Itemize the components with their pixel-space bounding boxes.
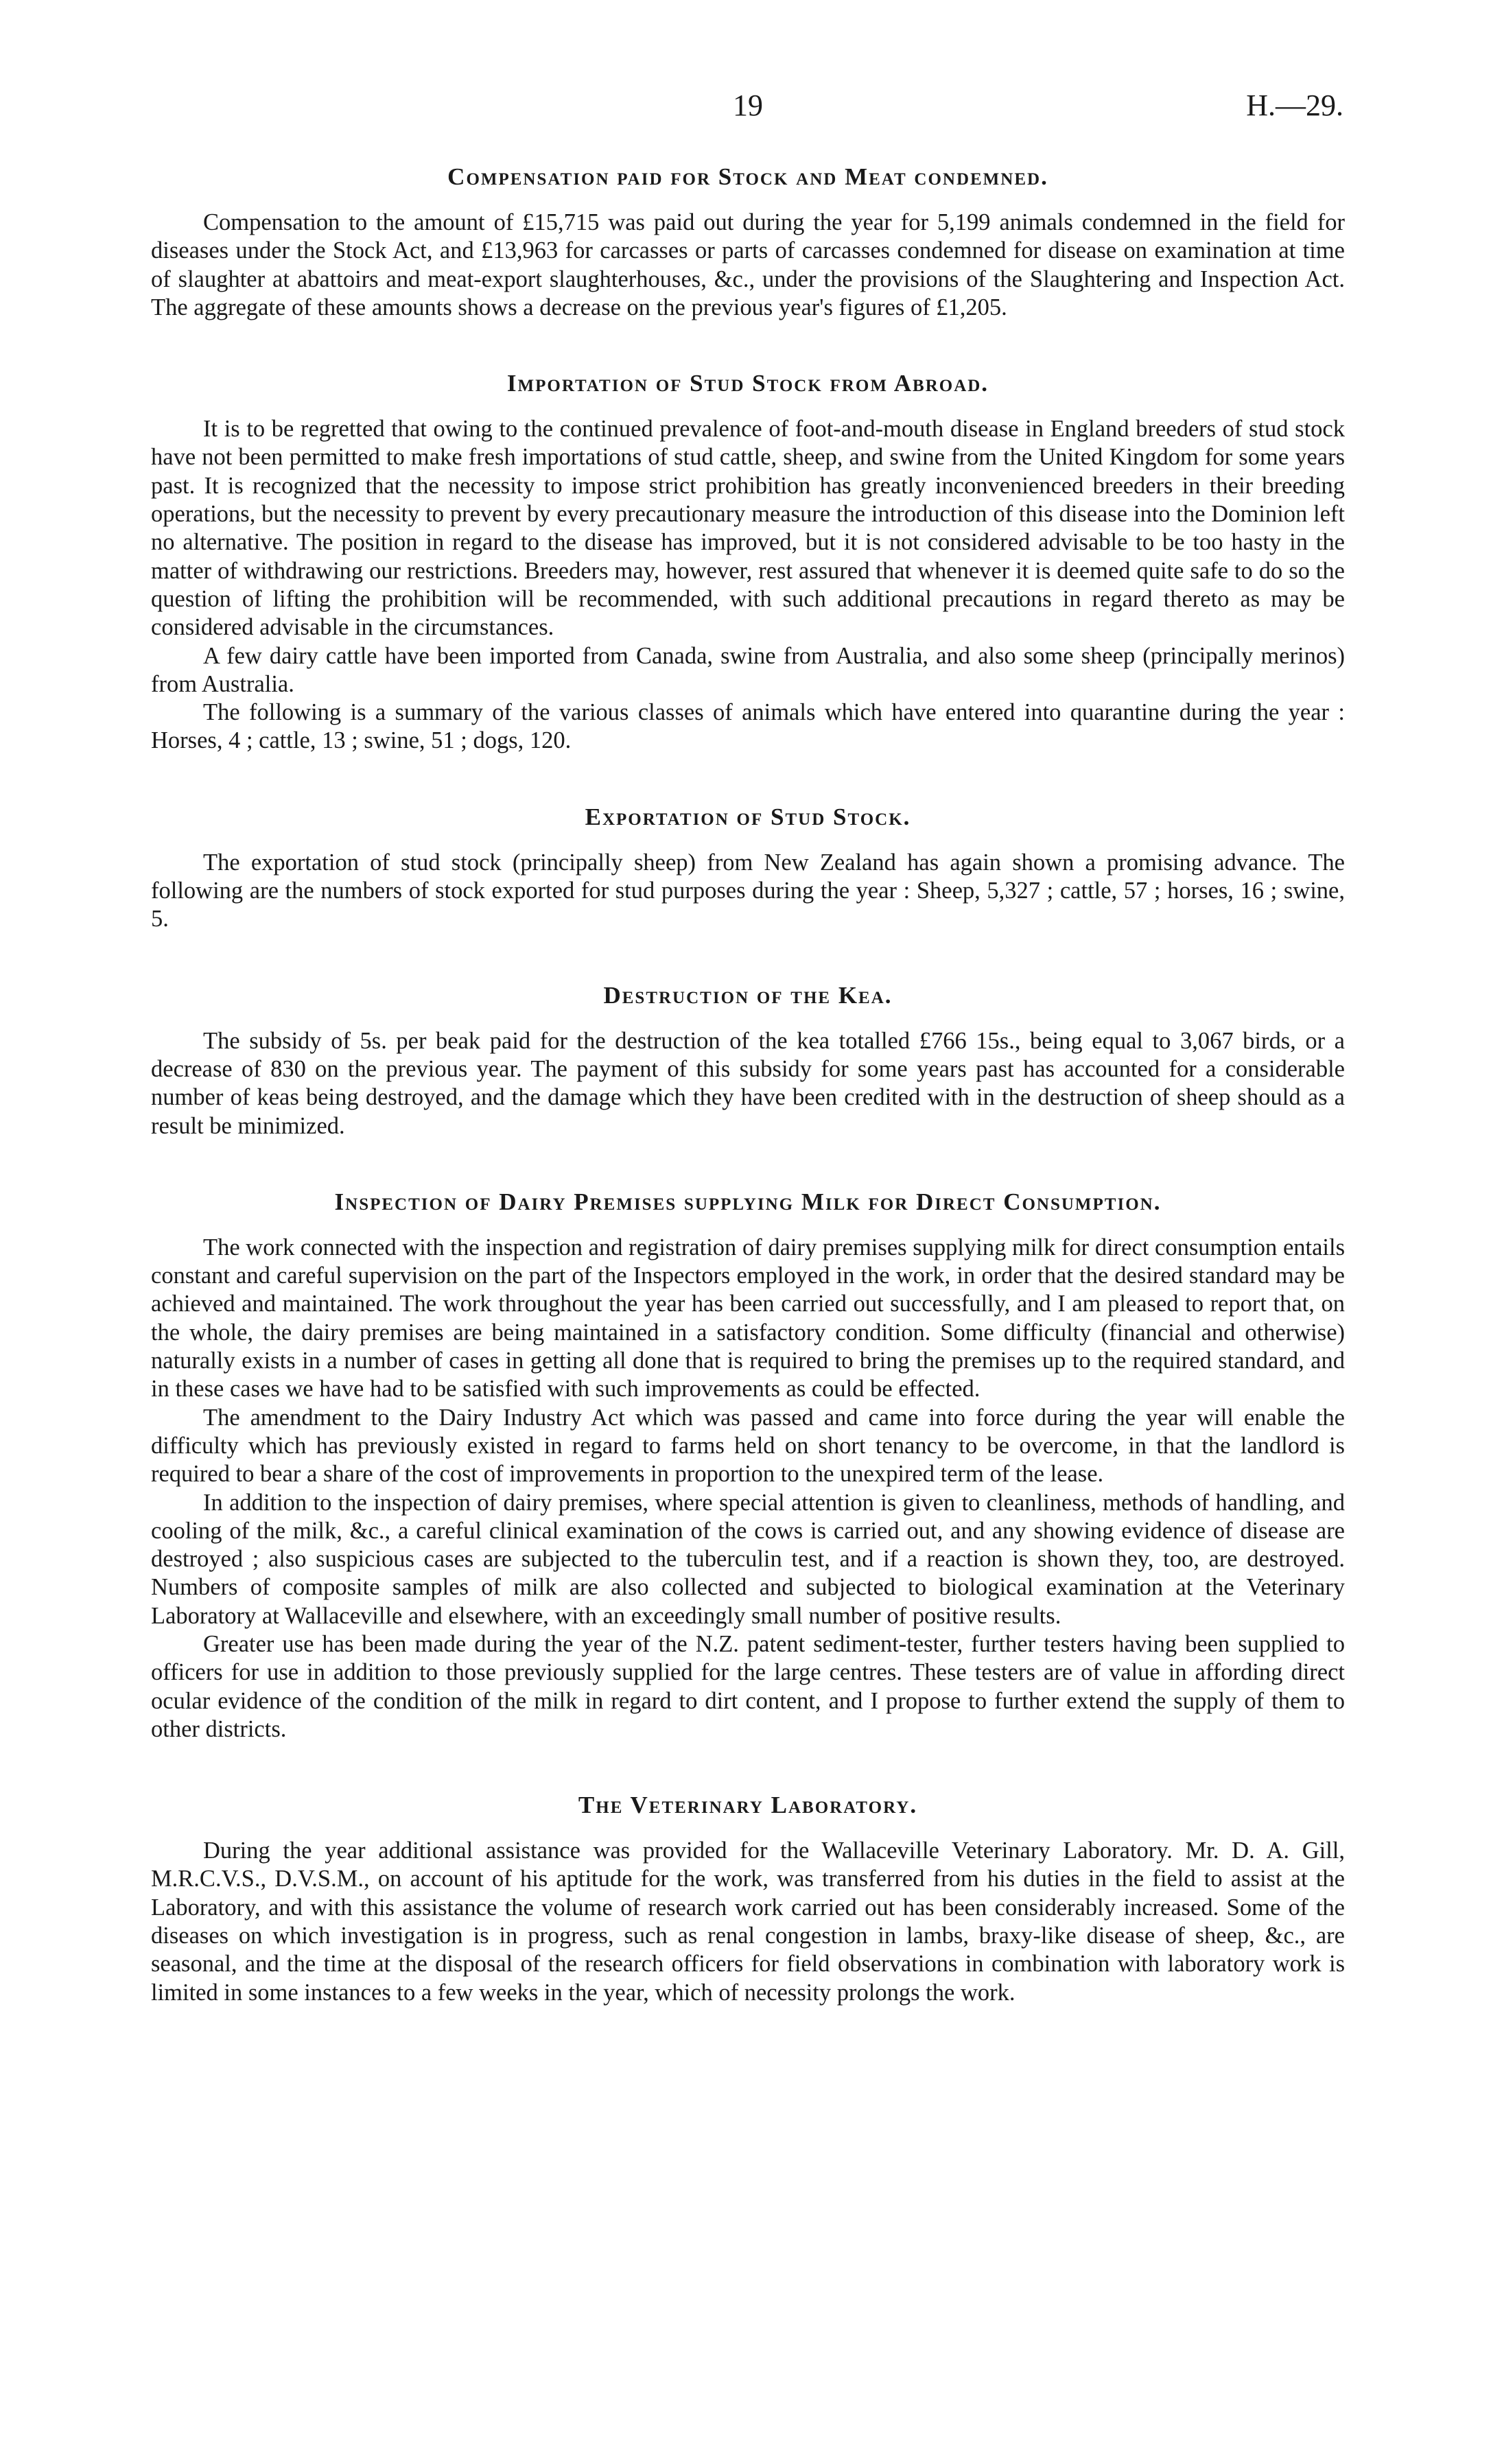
paragraph: During the year additional assistance was provided for the Wallaceville Veterinary Laboratory. Mr. D. A. Gill, M.R.C.V.S., D.V.S.M., on account of his aptitude for the work, was transferred from his duties in the field to assist at the Laboratory, and with this assistance the volume of research work carried out has been considerably increased. Some of the diseases on which investigation is in progress, such as renal congestion in lambs, braxy-like disease of sheep, &c., are seasonal, and the time at the disposal of the research officers for field observations in combination with laboratory work is limited in some instances to a few weeks in the year, which of necessity prolongs the work. xyxy=(151,1838,1345,2006)
paragraph: The exportation of stud stock (principally sheep) from New Zealand has again shown a promising advance. The following are the numbers of stock exported for stud purposes during the year : Sheep, 5,327 ; cattle, 57 ; horses, 16 ; swine, 5. xyxy=(151,849,1345,932)
section-heading: Exportation of Stud Stock. xyxy=(585,803,911,830)
section-compensation xyxy=(151,163,1345,322)
section-kea xyxy=(151,982,1345,1140)
page-number: 19 xyxy=(733,89,763,122)
section-heading: Importation of Stud Stock from Abroad. xyxy=(506,370,989,397)
paragraph: A few dairy cattle have been imported from Canada, swine from Australia, and also some sheep (principally merinos) from Australia. xyxy=(151,642,1345,697)
paragraph: Compensation to the amount of £15,715 was paid out during the year for 5,199 animals condemned in the field for diseases under the Stock Act, and £13,963 for carcasses or parts of carcasses condemned for disease on examination at time of slaughter at abattoirs and meat-export slaughterhouses, &c., under the provisions of the Slaughtering and Inspection Act. The aggregate of these amounts shows a decrease on the previous year's figures of £1,205. xyxy=(151,209,1345,320)
section-dairy-inspection xyxy=(151,1188,1345,1744)
section-heading: Destruction of the Kea. xyxy=(603,981,893,1009)
paragraph: In addition to the inspection of dairy premises, where special attention is given to cleanliness, methods of handling, and cooling of the milk, &c., a careful clinical examination of the cows is carried out, and any showing evidence of disease are destroyed ; also suspicious cases are subjected to the tuberculin test, and if a reaction is shown they, too, are destroyed. Numbers of composite samples of milk are also collected and subjected to biological examination at the Veterinary Laboratory at Wallaceville and elsewhere, with an exceedingly small number of positive results. xyxy=(151,1489,1345,1629)
section-heading: Compensation paid for Stock and Meat condemned. xyxy=(447,163,1048,190)
paragraph: The following is a summary of the various classes of animals which have entered into quarantine during the year : Horses, 4 ; cattle, 13 ; swine, 51 ; dogs, 120. xyxy=(151,699,1345,754)
document-reference: H.—29. xyxy=(1246,89,1343,122)
paragraph: It is to be regretted that owing to the continued prevalence of foot-and-mouth disease in England breeders of stud stock have not been permitted to make fresh importations of stud cattle, sheep, and swine from the United Kingdom for some years past. It is recognized that the necessity to impose strict prohibition has greatly inconvenienced breeders in their breeding operations, but the necessity to prevent by every precautionary measure the introduction of this disease into the Dominion left no alternative. The position in regard to the disease has improved, but it is not considered advisable to be too hasty in the matter of withdrawing our restrictions. Breeders may, however, rest assured that whenever it is deemed quite safe to do so the question of lifting the prohibition will be recommended, with such additional precautions in regard thereto as may be considered advisable in the circumstances. xyxy=(151,416,1345,641)
paragraph: The subsidy of 5s. per beak paid for the destruction of the kea totalled £766 15s., being equal to 3,067 birds, or a decrease of 830 on the previous year. The payment of this subsidy for some years past has accounted for a considerable number of keas being destroyed, and the damage which they have been credited with in the destruction of sheep should as a result be minimized. xyxy=(151,1027,1345,1139)
paragraph: The work connected with the inspection and registration of dairy premises supplying milk for direct consumption entails constant and careful supervision on the part of the Inspectors employed in the work, in order that the desired standard may be achieved and maintained. The work throughout the year has been carried out successfully, and I am pleased to report that, on the whole, the dairy premises are being maintained in a satisfactory condition. Some difficulty (financial and otherwise) naturally exists in a number of cases in getting all done that is required to bring the premises up to the required standard, and in these cases we have had to be satisfied with such improvements as could be effected. xyxy=(151,1234,1345,1403)
paragraph: The amendment to the Dairy Industry Act which was passed and came into force during the year will enable the difficulty which has previously existed in regard to farms held on short tenancy to be overcome, in that the landlord is required to bear a share of the cost of improvements in proportion to the unexpired term of the lease. xyxy=(151,1404,1345,1488)
paragraph: Greater use has been made during the year of the N.Z. patent sediment-tester, further testers having been supplied to officers for use in addition to those previously supplied for the large centres. These testers are of value in affording direct ocular evidence of the condition of the milk in regard to dirt content, and I propose to further extend the supply of them to other districts. xyxy=(151,1630,1345,1742)
section-heading: Inspection of Dairy Premises supplying Milk for Direct Consumption. xyxy=(334,1188,1162,1215)
page-body xyxy=(151,163,1345,2007)
section-heading: The Veterinary Laboratory. xyxy=(578,1792,918,1819)
section-veterinary-laboratory xyxy=(151,1792,1345,2007)
section-importation xyxy=(151,370,1345,755)
page-header xyxy=(0,88,1491,129)
section-exportation xyxy=(151,803,1345,934)
